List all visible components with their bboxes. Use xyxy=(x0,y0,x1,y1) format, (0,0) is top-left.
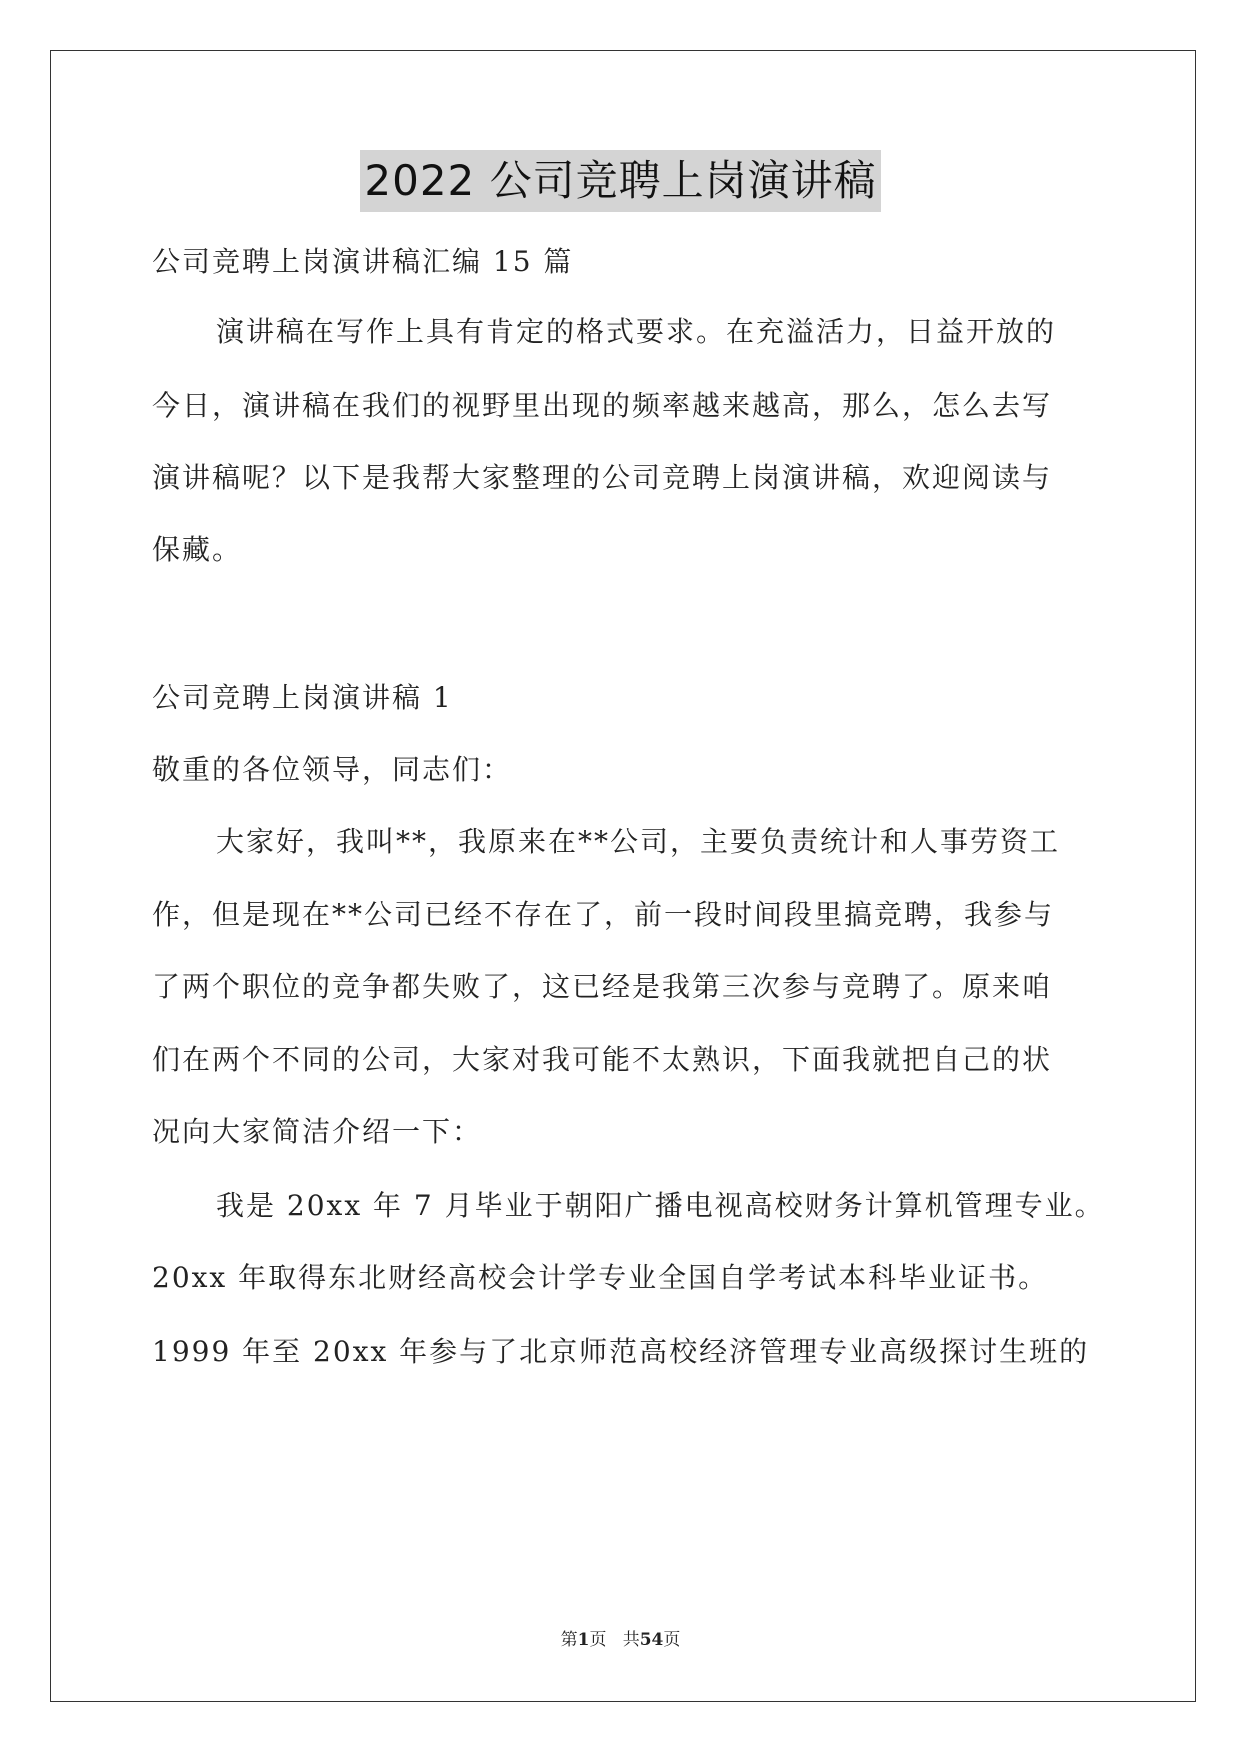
footer-page-suffix: 页 xyxy=(589,1630,607,1650)
page-footer xyxy=(0,1628,1241,1652)
footer-total-prefix: 共 xyxy=(622,1630,640,1650)
footer-total-suffix: 页 xyxy=(663,1630,681,1650)
page-border xyxy=(50,50,1196,1702)
para2-line-3: 1999 年至 20xx 年参与了北京师范高校经济管理专业高级探讨生班的 xyxy=(152,1335,1090,1368)
para2-line-1: 我是 20xx 年 7 月毕业于朝阳广播电视高校财务计算机管理专业。 xyxy=(216,1189,1105,1222)
title-container xyxy=(0,150,1241,212)
document-subtitle: 公司竞聘上岗演讲稿汇编 15 篇 xyxy=(152,245,574,278)
para1-line-1: 大家好，我叫**，我原来在**公司，主要负责统计和人事劳资工 xyxy=(216,825,1061,858)
para1-line-5: 况向大家简洁介绍一下： xyxy=(152,1115,483,1148)
footer-page-number: 1 xyxy=(577,1630,590,1650)
intro-line-2: 今日，演讲稿在我们的视野里出现的频率越来越高，那么，怎么去写 xyxy=(152,389,1053,422)
para1-line-3: 了两个职位的竞争都失败了，这已经是我第三次参与竞聘了。原来咱 xyxy=(152,970,1053,1003)
document-title: 2022 公司竞聘上岗演讲稿 xyxy=(360,150,880,212)
intro-line-4: 保藏。 xyxy=(152,533,243,566)
footer-total-pages: 54 xyxy=(639,1630,664,1650)
intro-line-3: 演讲稿呢？以下是我帮大家整理的公司竞聘上岗演讲稿，欢迎阅读与 xyxy=(152,461,1053,494)
intro-line-1: 演讲稿在写作上具有肯定的格式要求。在充溢活力，日益开放的 xyxy=(216,315,1057,348)
section-heading: 公司竞聘上岗演讲稿 1 xyxy=(152,681,453,714)
para1-line-2: 作，但是现在**公司已经不存在了，前一段时间段里搞竞聘，我参与 xyxy=(152,898,1055,931)
para1-line-4: 们在两个不同的公司，大家对我可能不太熟识，下面我就把自己的状 xyxy=(152,1043,1053,1076)
footer-prefix: 第 xyxy=(560,1630,578,1650)
para2-line-2: 20xx 年取得东北财经高校会计学专业全国自学考试本科毕业证书。 xyxy=(152,1261,1049,1294)
salutation: 敬重的各位领导，同志们： xyxy=(152,753,513,786)
